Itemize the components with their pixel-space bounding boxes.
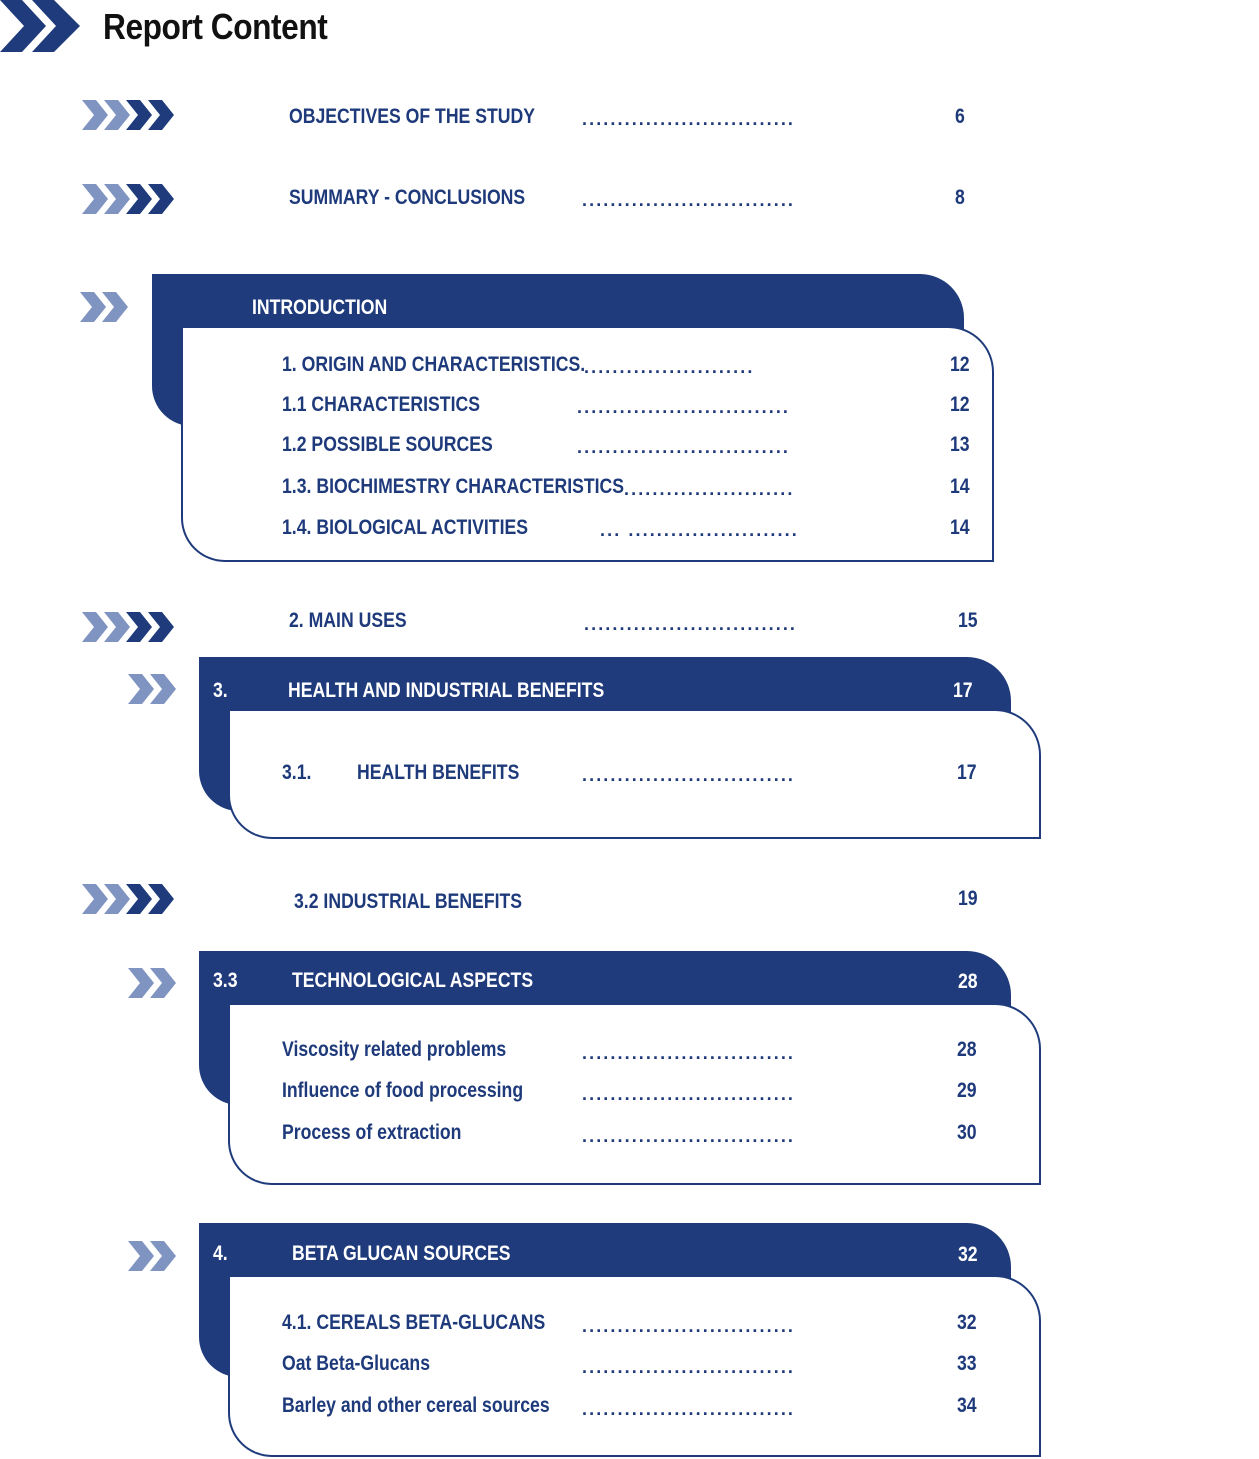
toc-entry[interactable]: 1.2 POSSIBLE SOURCES — [282, 433, 493, 456]
double-chevron-icon — [128, 968, 176, 998]
toc-entry[interactable]: 1. ORIGIN AND CHARACTERISTICS. — [282, 353, 586, 376]
toc-entry[interactable]: Process of extraction — [282, 1121, 462, 1144]
toc-entry-number: 3.1. — [282, 761, 312, 784]
page-number: 17 — [953, 679, 973, 702]
page-number: 13 — [950, 433, 970, 456]
toc-entry-objectives[interactable]: OBJECTIVES OF THE STUDY — [289, 105, 536, 128]
page-number: 8 — [955, 186, 965, 209]
page-number: 32 — [957, 1311, 977, 1334]
dot-leader: .............................. — [582, 1126, 796, 1146]
page-number: 33 — [957, 1352, 977, 1375]
double-chevron-icon — [128, 674, 176, 704]
section-header-introduction[interactable]: INTRODUCTION — [252, 296, 388, 319]
quad-chevron-icon — [82, 884, 174, 914]
page-number: 14 — [950, 516, 970, 539]
toc-entry[interactable]: Influence of food processing — [282, 1079, 524, 1102]
page-title: Report Content — [103, 6, 328, 47]
dot-leader: .............................. — [577, 437, 791, 457]
toc-entry[interactable]: 1.1 CHARACTERISTICS — [282, 393, 480, 416]
dot-leader: .............................. — [582, 1084, 796, 1104]
section-header-tech[interactable]: TECHNOLOGICAL ASPECTS — [292, 969, 534, 992]
dot-leader: .............................. — [577, 397, 791, 417]
section-number: 4. — [213, 1242, 228, 1265]
section-number: 3.3 — [213, 969, 238, 992]
dot-leader: .............................. — [582, 765, 796, 785]
dot-leader: .............................. — [582, 109, 796, 129]
double-chevron-icon — [80, 292, 128, 322]
page-number: 19 — [958, 887, 978, 910]
page-number: 15 — [958, 609, 978, 632]
page-number: 29 — [957, 1079, 977, 1102]
toc-entry-main-uses[interactable]: 2. MAIN USES — [289, 609, 407, 632]
page-number: 28 — [957, 1038, 977, 1061]
section-header-health[interactable]: HEALTH AND INDUSTRIAL BENEFITS — [288, 679, 605, 702]
toc-entry[interactable]: 4.1. CEREALS BETA-GLUCANS — [282, 1311, 546, 1334]
section-header-beta[interactable]: BETA GLUCAN SOURCES — [292, 1242, 511, 1265]
toc-entry[interactable]: Barley and other cereal sources — [282, 1394, 550, 1417]
dot-leader: .............................. — [582, 1043, 796, 1063]
page-number: 6 — [955, 105, 965, 128]
toc-entry-industrial[interactable]: 3.2 INDUSTRIAL BENEFITS — [294, 890, 523, 913]
toc-entry[interactable]: Oat Beta-Glucans — [282, 1352, 431, 1375]
toc-entry[interactable]: HEALTH BENEFITS — [357, 761, 520, 784]
page-number: 17 — [957, 761, 977, 784]
page-number: 34 — [957, 1394, 977, 1417]
dot-leader: .............................. — [582, 1399, 796, 1419]
dot-leader: .............................. — [582, 1357, 796, 1377]
header-chevron-icon — [0, 0, 82, 52]
page-number: 14 — [950, 475, 970, 498]
toc-entry[interactable]: Viscosity related problems — [282, 1038, 507, 1061]
page-number: 32 — [958, 1243, 978, 1266]
double-chevron-icon — [128, 1241, 176, 1271]
dot-leader: .............................. — [582, 190, 796, 210]
page-number: 28 — [958, 970, 978, 993]
dot-leader: ........................ — [584, 357, 755, 377]
page-number: 12 — [950, 393, 970, 416]
dot-leader: ... ........................ — [600, 520, 799, 540]
dot-leader: ........................ — [624, 479, 795, 499]
toc-entry[interactable]: 1.4. BIOLOGICAL ACTIVITIES — [282, 516, 529, 539]
quad-chevron-icon — [82, 184, 174, 214]
dot-leader: .............................. — [582, 1316, 796, 1336]
page-number: 12 — [950, 353, 970, 376]
dot-leader: .............................. — [584, 614, 798, 634]
quad-chevron-icon — [82, 612, 174, 642]
toc-entry[interactable]: 1.3. BIOCHIMESTRY CHARACTERISTICS — [282, 475, 625, 498]
section-number: 3. — [213, 679, 228, 702]
quad-chevron-icon — [82, 100, 174, 130]
toc-entry-summary[interactable]: SUMMARY - CONCLUSIONS — [289, 186, 526, 209]
page-number: 30 — [957, 1121, 977, 1144]
